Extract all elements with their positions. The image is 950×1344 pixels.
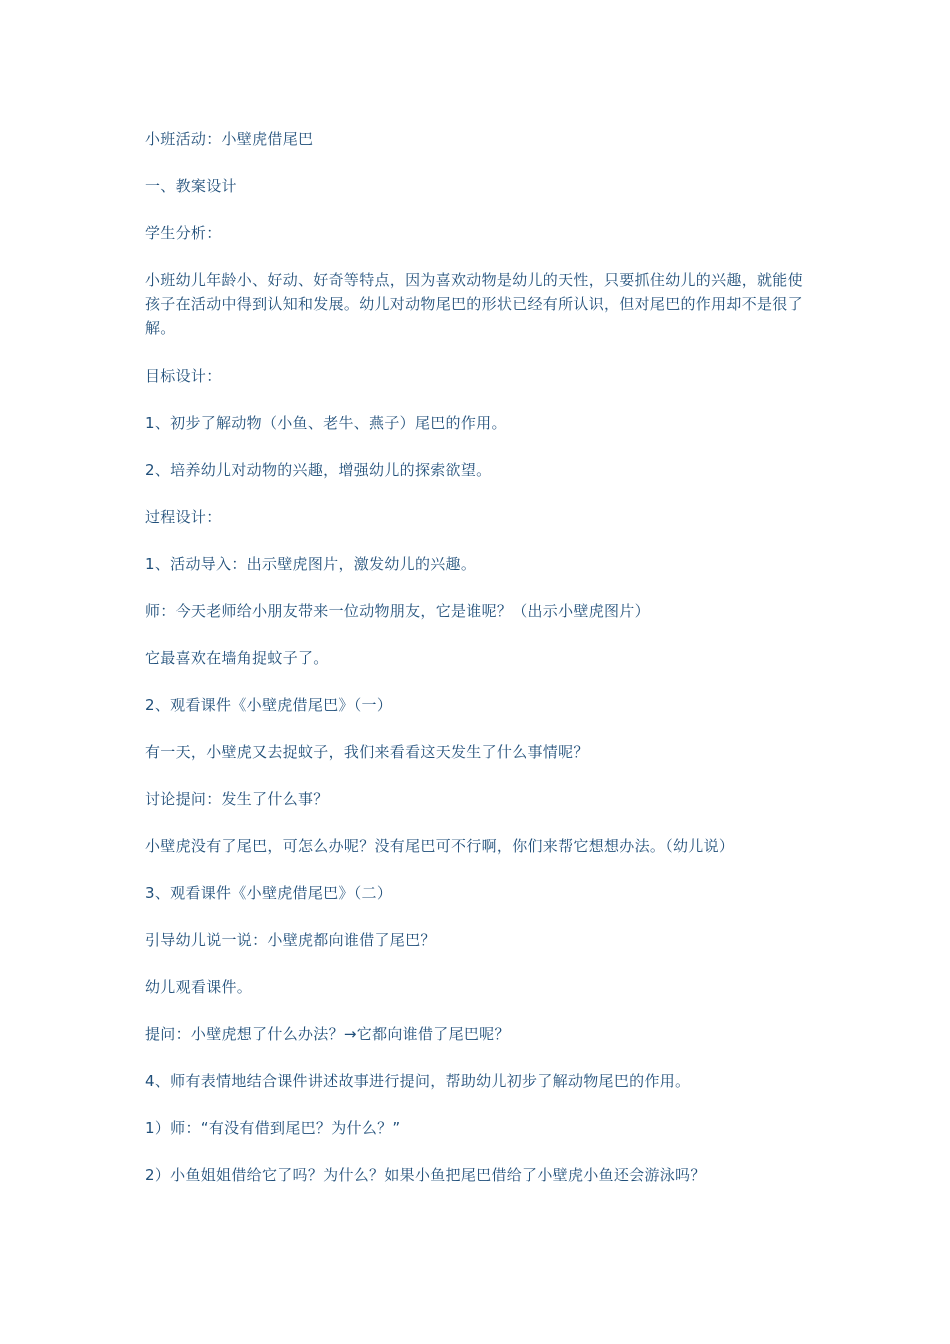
paragraph-teacher-intro: 师：今天老师给小朋友带来一位动物朋友，它是谁呢？（出示小壁虎图片） (145, 602, 650, 620)
process-step-2: 2、观看课件《小壁虎借尾巴》（一） (145, 696, 393, 714)
subheading-process-design: 过程设计： (145, 508, 222, 526)
paragraph-one-day: 有一天，小壁虎又去捉蚊子，我们来看看这天发生了什么事情呢？ (145, 743, 589, 761)
paragraph-question: 提问：小壁虎想了什么办法？→它都向谁借了尾巴呢？ (145, 1025, 510, 1043)
document-body (145, 127, 810, 1210)
paragraph-discussion: 讨论提问：发生了什么事？ (145, 790, 329, 808)
subheading-student-analysis: 学生分析： (145, 224, 222, 242)
goal-item-1: 1、初步了解动物（小鱼、老牛、燕子）尾巴的作用。 (145, 414, 507, 432)
document-title: 小班活动：小壁虎借尾巴 (145, 130, 314, 148)
goal-item-2: 2、培养幼儿对动物的兴趣，增强幼儿的探索欲望。 (145, 461, 492, 479)
process-step-3: 3、观看课件《小壁虎借尾巴》（二） (145, 884, 393, 902)
paragraph-guide: 引导幼儿说一说：小壁虎都向谁借了尾巴？ (145, 931, 436, 949)
paragraph-student-analysis: 小班幼儿年龄小、好动、好奇等特点，因为喜欢动物是幼儿的天性，只要抓住幼儿的兴趣，就能使孩子在活动中得到认知和发展。幼儿对动物尾巴的形状已经有所认识，但对尾巴的作用却不是很了解。 (145, 271, 803, 337)
process-step-1: 1、活动导入：出示壁虎图片，激发幼儿的兴趣。 (145, 555, 477, 573)
subheading-goal-design: 目标设计： (145, 367, 222, 385)
section-heading: 一、教案设计 (145, 177, 237, 195)
sub-question-1: 1）师：“有没有借到尾巴？为什么？” (145, 1119, 401, 1137)
paragraph-watch: 幼儿观看课件。 (145, 978, 253, 996)
process-step-4: 4、师有表情地结合课件讲述故事进行提问，帮助幼儿初步了解动物尾巴的作用。 (145, 1072, 691, 1090)
sub-question-2: 2）小鱼姐姐借给它了吗？为什么？如果小鱼把尾巴借给了小壁虎小鱼还会游泳吗？ (145, 1166, 706, 1184)
paragraph-no-tail: 小壁虎没有了尾巴，可怎么办呢？没有尾巴可不行啊，你们来帮它想想办法。（幼儿说） (145, 837, 735, 855)
paragraph-mosquito: 它最喜欢在墙角捉蚊子了。 (145, 649, 329, 667)
